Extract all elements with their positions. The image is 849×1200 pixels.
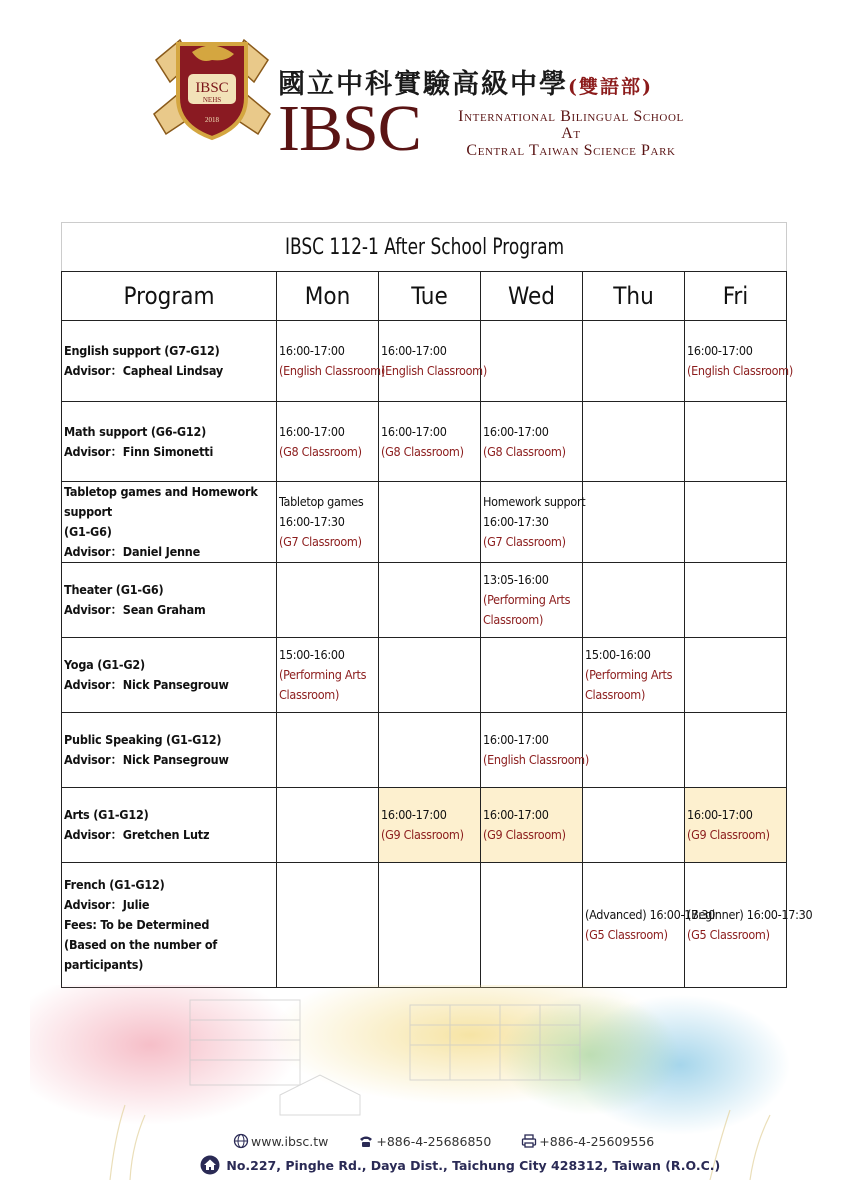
slot-text: Homework support <box>483 494 586 509</box>
address-item <box>200 1155 720 1175</box>
program-line: Advisor：Capheal Lindsay <box>64 363 223 378</box>
table-row <box>62 321 787 402</box>
school-crest-logo <box>150 22 274 142</box>
program-line: Arts (G1-G12) <box>64 807 149 822</box>
phone-icon <box>358 1133 374 1149</box>
slot-cell-thu <box>583 321 685 402</box>
slot-cell-tue <box>379 638 481 713</box>
column-header-thu: Thu <box>583 272 685 321</box>
address-text: No.227, Pinghe Rd., Daya Dist., Taichung City 428312, Taiwan (R.O.C.) <box>226 1158 721 1173</box>
program-line: Advisor：Finn Simonetti <box>64 443 214 459</box>
program-line: Tabletop games and Homework support <box>64 484 258 519</box>
classroom-text: (G9 Classroom) <box>381 827 464 842</box>
slot-text: 16:00-17:00 <box>687 343 753 358</box>
column-header-tue: Tue <box>379 272 481 321</box>
slot-cell-wed <box>481 563 583 638</box>
slot-cell-fri <box>685 863 813 988</box>
slot-cell-thu <box>583 863 716 988</box>
slot-text: 16:00-17:00 <box>381 423 447 439</box>
classroom-text: (Performing Arts <box>279 667 367 682</box>
crest-text: IBSC <box>195 80 229 96</box>
slot-text: 16:00-17:00 <box>279 343 345 358</box>
slot-cell-wed <box>481 638 583 713</box>
chinese-title: 國立中科實驗高級中學 <box>278 69 568 100</box>
slot-cell-wed <box>481 713 589 788</box>
table-row <box>62 563 787 638</box>
slot-cell-mon <box>277 482 379 563</box>
school-header <box>150 22 690 165</box>
slot-cell-tue <box>379 863 481 988</box>
slot-cell-tue <box>379 482 481 563</box>
program-line: Advisor：Gretchen Lutz <box>64 827 210 842</box>
slot-cell-mon <box>277 563 379 638</box>
program-line: Math support (G6-G12) <box>64 423 207 439</box>
program-cell <box>62 402 277 482</box>
classroom-text: Classroom) <box>483 612 544 627</box>
slot-cell-thu <box>583 713 685 788</box>
table-row <box>62 863 787 988</box>
slot-cell-thu <box>583 563 685 638</box>
classroom-text: (English Classroom) <box>381 363 487 378</box>
ibsc-wordmark: IBSC <box>278 92 421 165</box>
slot-text: 15:00-16:00 <box>585 647 651 662</box>
classroom-text: Classroom) <box>279 687 340 702</box>
classroom-text: (G7 Classroom) <box>483 534 566 549</box>
classroom-text: (G5 Classroom) <box>687 927 770 942</box>
program-line: (Based on the number of participants) <box>64 937 218 972</box>
program-line: Advisor：Daniel Jenne <box>64 544 201 559</box>
slot-cell-thu <box>583 402 685 482</box>
table-row <box>62 638 787 713</box>
classroom-text: (G7 Classroom) <box>279 534 362 549</box>
slot-cell-mon <box>277 788 379 863</box>
classroom-text: (G8 Classroom) <box>279 443 362 459</box>
website-text: www.ibsc.tw <box>251 1134 329 1149</box>
slot-cell-fri <box>685 563 787 638</box>
slot-cell-fri <box>685 482 787 563</box>
slot-text: 16:00-17:30 <box>279 514 345 529</box>
slot-cell-tue <box>379 321 487 402</box>
slot-text: 16:00-17:00 <box>381 343 447 358</box>
classroom-text: Classroom) <box>585 687 646 702</box>
slot-cell-thu <box>583 638 685 713</box>
program-cell <box>62 713 277 788</box>
program-cell <box>62 321 277 402</box>
table-row <box>62 402 787 482</box>
slot-cell-wed <box>481 788 583 863</box>
slot-cell-tue <box>379 713 481 788</box>
slot-text: 16:00-17:00 <box>483 732 549 747</box>
slot-cell-wed <box>481 321 583 402</box>
classroom-text: (G5 Classroom) <box>585 927 668 942</box>
slot-text: Tabletop games <box>279 494 364 509</box>
slot-cell-fri <box>685 638 787 713</box>
crest-year: 2018 <box>205 116 219 124</box>
slot-cell-wed <box>481 863 583 988</box>
classroom-text: (G9 Classroom) <box>687 827 770 842</box>
full-name-line: Central Taiwan Science Park <box>466 142 676 159</box>
fax-icon <box>521 1133 537 1149</box>
program-line: Advisor：Nick Pansegrouw <box>64 677 229 692</box>
website-item[interactable] <box>233 1134 332 1149</box>
slot-text: 16:00-17:00 <box>687 807 753 822</box>
slot-text: 16:00-17:00 <box>483 423 549 439</box>
classroom-text: (Performing Arts <box>585 667 673 682</box>
crest-subtext: NEHS <box>202 96 222 104</box>
slot-cell-tue <box>379 402 481 482</box>
slot-text: 16:00-17:30 <box>483 514 549 529</box>
classroom-text: (G9 Classroom) <box>483 827 566 842</box>
column-header-fri: Fri <box>685 272 787 321</box>
slot-text: (Beginner) 16:00-17:30 <box>687 907 813 922</box>
column-header-program: Program <box>62 272 277 321</box>
slot-cell-wed <box>481 402 583 482</box>
slot-cell-tue <box>379 563 481 638</box>
program-line: Theater (G1-G6) <box>64 582 164 597</box>
slot-text: 16:00-17:00 <box>381 807 447 822</box>
slot-text: 16:00-17:00 <box>483 807 549 822</box>
home-icon <box>200 1155 220 1175</box>
slot-cell-fri <box>685 321 793 402</box>
classroom-text: (English Classroom) <box>279 363 385 378</box>
slot-cell-wed <box>481 482 586 563</box>
slot-cell-mon <box>277 402 379 482</box>
phone-text: +886-4-25686850 <box>376 1134 492 1149</box>
program-cell <box>62 482 277 563</box>
program-cell <box>62 788 277 863</box>
table-row <box>62 713 787 788</box>
slot-cell-fri <box>685 713 787 788</box>
full-name-line: At <box>561 125 581 142</box>
program-line: French (G1-G12) <box>64 877 165 892</box>
slot-cell-mon <box>277 863 379 988</box>
fax-item <box>521 1134 654 1149</box>
schedule-body <box>62 321 813 988</box>
program-cell <box>62 863 277 988</box>
after-school-schedule-table <box>61 222 813 988</box>
campus-watercolor-illustration <box>30 985 820 1180</box>
program-line: Advisor：Sean Graham <box>64 602 206 617</box>
column-header-mon: Mon <box>277 272 379 321</box>
school-full-name <box>436 108 706 159</box>
classroom-text: (Performing Arts <box>483 592 571 607</box>
slot-cell-mon <box>277 713 379 788</box>
program-line: Yoga (G1-G2) <box>64 657 145 672</box>
table-row <box>62 482 787 563</box>
program-line: Advisor：Nick Pansegrouw <box>64 752 229 767</box>
slot-cell-mon <box>277 321 385 402</box>
table-row <box>62 788 787 863</box>
slot-cell-tue <box>379 788 481 863</box>
classroom-text: (G8 Classroom) <box>483 443 566 459</box>
program-line: Fees: To be Determined <box>64 917 210 932</box>
slot-text: 16:00-17:00 <box>279 423 345 439</box>
slot-text: 15:00-16:00 <box>279 647 345 662</box>
slot-cell-mon <box>277 638 379 713</box>
full-name-line: International Bilingual School <box>458 108 684 125</box>
phone-item[interactable] <box>358 1134 495 1149</box>
slot-cell-fri <box>685 788 787 863</box>
column-header-row <box>62 272 787 321</box>
program-line: Advisor：Julie <box>64 897 150 912</box>
globe-icon <box>233 1133 249 1149</box>
chinese-subtitle: 雙語部 <box>579 76 643 98</box>
table-title: IBSC 112-1 After School Program <box>112 223 736 272</box>
slot-text: 13:05-16:00 <box>483 572 549 587</box>
slot-cell-fri <box>685 402 787 482</box>
classroom-text: (English Classroom) <box>483 752 589 767</box>
classroom-text: (G8 Classroom) <box>381 443 464 459</box>
program-cell <box>62 563 277 638</box>
slot-text: (Advanced) 16:00-17:30 <box>585 907 716 922</box>
program-cell <box>62 638 277 713</box>
slot-cell-thu <box>583 788 685 863</box>
slot-cell-thu <box>583 482 685 563</box>
program-line: Public Speaking (G1-G12) <box>64 732 222 747</box>
classroom-text: (English Classroom) <box>687 363 793 378</box>
chinese-school-name: 國立中科實驗高級中學(雙語部) <box>278 69 654 100</box>
fax-text: +886-4-25609556 <box>539 1134 655 1149</box>
program-line: (G1-G6) <box>64 524 112 539</box>
column-header-wed: Wed <box>481 272 583 321</box>
program-line: English support (G7-G12) <box>64 343 220 358</box>
